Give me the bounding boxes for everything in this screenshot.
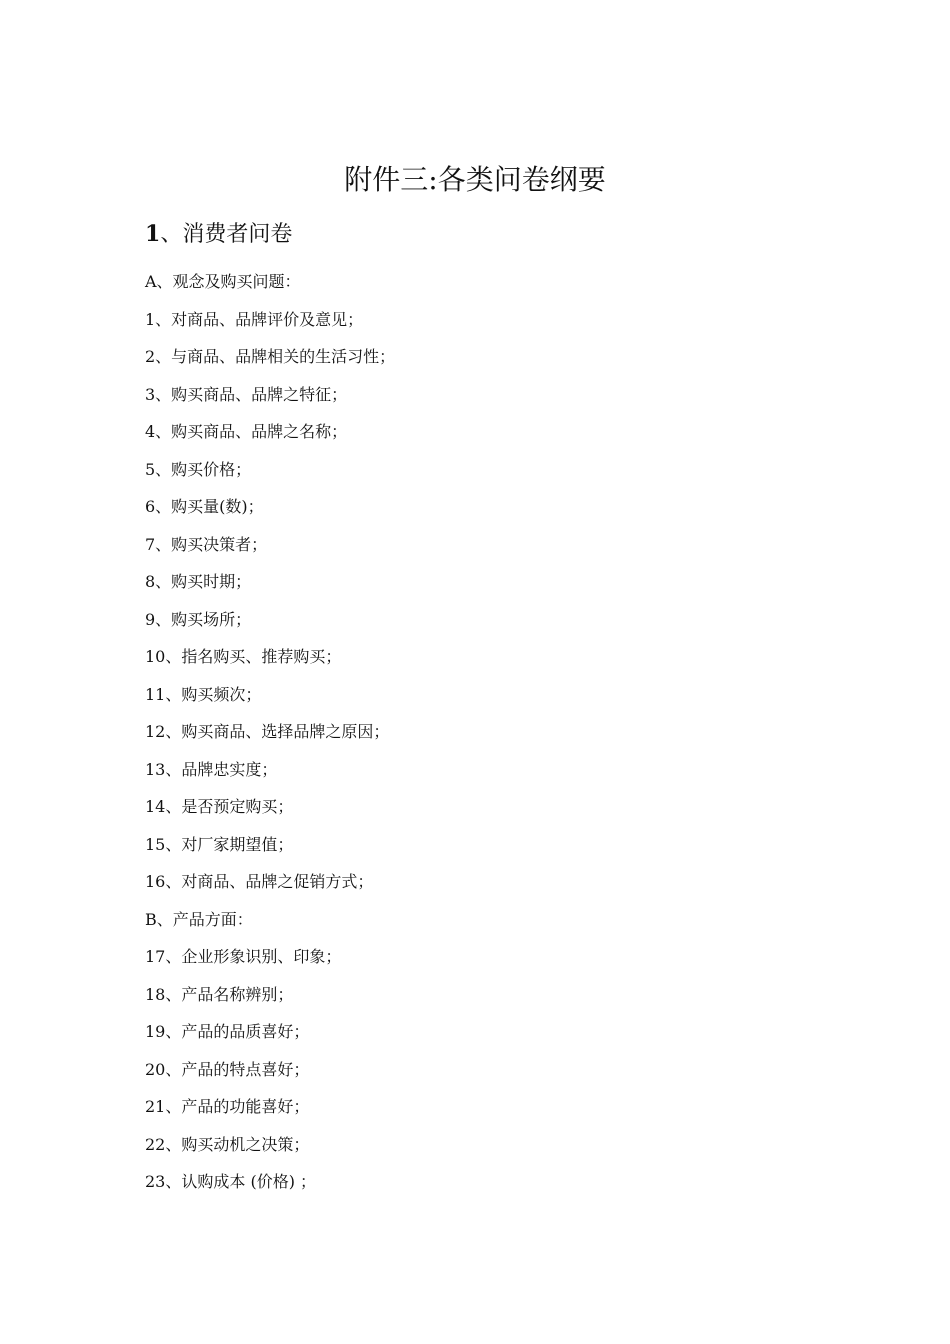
- list-item: 3、购买商品、品牌之特征；: [145, 384, 348, 404]
- list-item: 2、与商品、品牌相关的生活习性；: [145, 347, 396, 366]
- list-item: 17、企业形象识别、印象；: [145, 947, 342, 966]
- list-item: 19、产品的品质喜好；: [145, 1022, 310, 1041]
- list-item: 12、购买商品、选择品牌之原因；: [145, 722, 390, 741]
- list-item: 8、购买时期；: [145, 572, 252, 591]
- list-item: 13、品牌忠实度；: [145, 759, 278, 779]
- list-item: 16、对商品、品牌之促销方式；: [145, 872, 374, 891]
- list-item: 21、产品的功能喜好；: [145, 1097, 310, 1116]
- list-item: 22、购买动机之决策；: [145, 1134, 310, 1154]
- list-item: 14、是否预定购买；: [145, 797, 294, 816]
- section-title: 、消费者问卷: [160, 222, 293, 247]
- list-item: 6、购买量(数)；: [145, 497, 264, 516]
- list-item: A、观念及购买问题：: [145, 272, 301, 291]
- list-item: 23、认购成本 (价格) ；: [145, 1172, 317, 1191]
- document-title: 附件三:各类问卷纲要: [344, 163, 606, 196]
- list-item: 1、对商品、品牌评价及意见；: [145, 309, 364, 329]
- list-item: 18、产品名称辨别；: [145, 984, 294, 1004]
- list-item: 11、购买频次；: [145, 684, 262, 704]
- section-number: 1: [145, 221, 161, 247]
- list-item: 7、购买决策者；: [145, 534, 268, 554]
- list-item: B、产品方面：: [145, 909, 253, 929]
- list-item: 9、购买场所；: [145, 609, 252, 629]
- list-item: 4、购买商品、品牌之名称；: [145, 422, 348, 441]
- list-item: 10、指名购买、推荐购买；: [145, 647, 342, 666]
- section-heading: [145, 218, 292, 251]
- questionnaire-item-list: [145, 268, 845, 1206]
- list-item: 5、购买价格；: [145, 459, 252, 479]
- list-item: 15、对厂家期望值；: [145, 834, 294, 854]
- list-item: 20、产品的特点喜好；: [145, 1059, 310, 1079]
